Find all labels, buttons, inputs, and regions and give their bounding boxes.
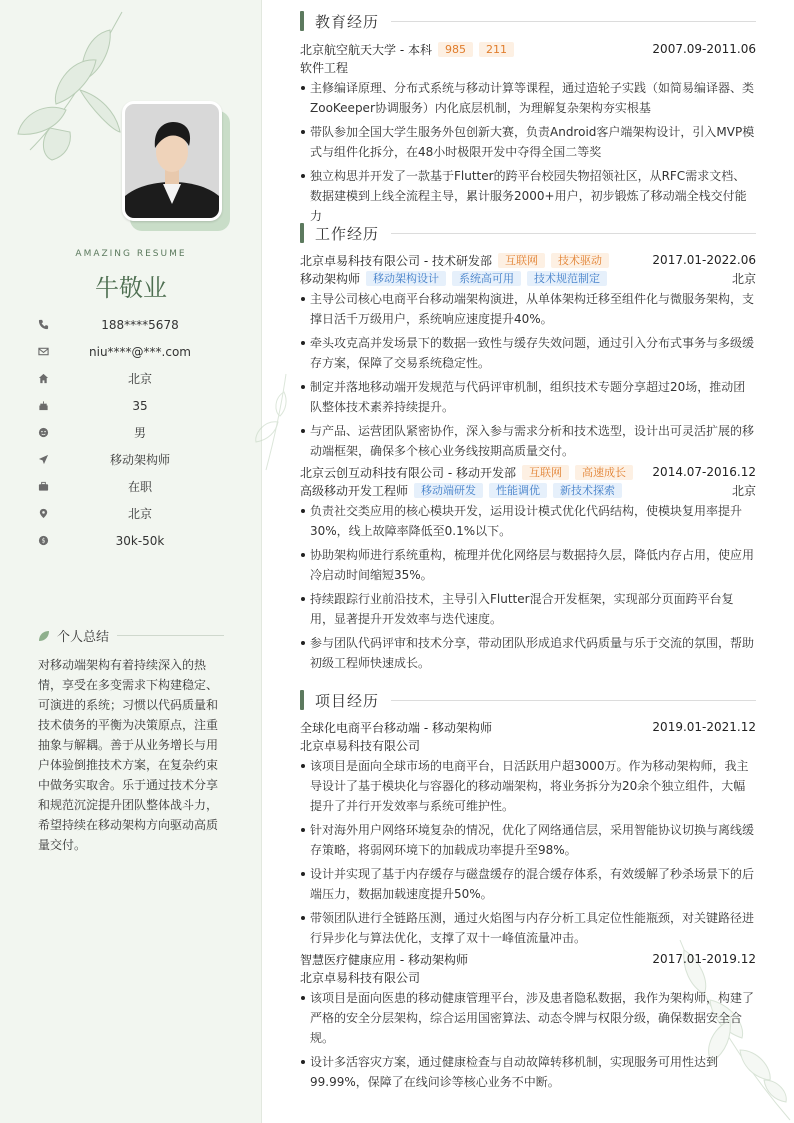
list-item: 该项目是面向全球市场的电商平台，日活跃用户超3000万。作为移动架构师，我主导设计了基于模块化与容器化的移动端架构，将业务拆分为20余个独立组件，大幅提升了并行开发效率与系统可维护性。 <box>300 756 756 816</box>
date-range: 2017.01-2019.12 <box>652 952 756 966</box>
tag: 移动端研发 <box>414 483 483 498</box>
info-row-gender <box>30 419 240 446</box>
summary-header <box>38 626 224 645</box>
briefcase-icon <box>30 481 58 492</box>
section-title: 工作经历 <box>315 224 380 243</box>
section-header-work <box>300 222 756 244</box>
tag: 移动架构设计 <box>366 271 446 286</box>
info-row-position <box>30 446 240 473</box>
list-item: 针对海外用户网络环境复杂的情况，优化了网络通信层，采用智能协议切换与离线缓存策略，将弱网环境下的加载成功率提升至98%。 <box>300 820 756 860</box>
bullet-list <box>300 988 756 1092</box>
location-icon <box>30 508 58 519</box>
bullet-list <box>300 289 756 461</box>
info-value: 在职 <box>127 480 152 494</box>
job-role: 高级移动开发工程师 <box>300 483 409 498</box>
sidebar <box>0 0 262 1123</box>
list-item: 协助架构师进行系统重构，梳理并优化网络层与数据持久层，降低内存占用，使应用冷启动时间缩短35%。 <box>300 545 756 585</box>
info-value: 移动架构师 <box>109 453 170 467</box>
tag: 985 <box>438 42 473 57</box>
job-block <box>300 251 756 465</box>
list-item: 主导公司核心电商平台移动端架构演进，从单体架构迁移至组件化与微服务架构，支撑日活千万级用户，系统响应速度提升40%。 <box>300 289 756 329</box>
list-item: 牵头攻克高并发场景下的数据一致性与缓存失效问题，通过引入分布式事务与多级缓存方案，保障了交易系统稳定性。 <box>300 333 756 373</box>
job-block <box>300 463 756 677</box>
list-item: 主修编译原理、分布式系统与移动计算等课程，通过造轮子实践（如简易编译器、类ZooKeeper协调服务）内化底层机制，为理解复杂架构夯实根基 <box>300 78 756 118</box>
list-item: 独立构思并开发了一款基于Flutter的跨平台校园失物招领社区，从RFC需求文档、数据建模到上线全流程主导，累计服务2000+用户，初步锻炼了移动端全栈交付能力 <box>300 166 756 226</box>
svg-text:$: $ <box>41 536 46 545</box>
tag: 技术驱动 <box>551 253 609 268</box>
summary-title: 个人总结 <box>57 630 110 645</box>
job-city: 北京 <box>731 271 756 286</box>
info-value: 35 <box>132 398 148 413</box>
person-name: 牛敬业 <box>95 274 167 302</box>
info-row-location <box>30 500 240 527</box>
section-header-projects <box>300 689 756 711</box>
project-company: 北京卓易科技有限公司 <box>300 970 421 985</box>
date-range: 2019.01-2021.12 <box>652 720 756 734</box>
phone-icon <box>30 319 58 330</box>
tag: 新技术探索 <box>553 483 622 498</box>
company-name: 北京卓易科技有限公司 - 技术研发部 <box>300 253 492 268</box>
info-row-status <box>30 473 240 500</box>
section-header-education <box>300 10 756 32</box>
info-value: niu****@***.com <box>89 344 191 359</box>
bullet-list <box>300 756 756 948</box>
home-icon <box>30 373 58 384</box>
date-range: 2007.09-2011.06 <box>652 42 756 56</box>
project-company: 北京卓易科技有限公司 <box>300 738 421 753</box>
mail-icon <box>30 346 58 357</box>
bullet-list <box>300 501 756 673</box>
project-name: 全球化电商平台移动端 - 移动架构师 <box>300 720 492 735</box>
tag: 系统高可用 <box>452 271 521 286</box>
info-value: 男 <box>133 426 146 440</box>
cake-icon <box>30 400 58 411</box>
tag: 211 <box>479 42 514 57</box>
info-value: 188****5678 <box>101 317 179 332</box>
list-item: 设计并实现了基于内存缓存与磁盘缓存的混合缓存体系，有效缓解了秒杀场景下的后端压力，数据加载速度提升50%。 <box>300 864 756 904</box>
list-item: 设计多活容灾方案，通过健康检查与自动故障转移机制，实现服务可用性达到99.99%，保障了在线问诊等核心业务不中断。 <box>300 1052 756 1092</box>
tag: 性能调优 <box>489 483 547 498</box>
leaf-icon <box>38 630 50 642</box>
date-range: 2017.01-2022.06 <box>652 253 756 267</box>
resume-tagline: AMAZING RESUME <box>75 249 187 259</box>
gender-icon <box>30 427 58 438</box>
tag: 互联网 <box>522 465 569 480</box>
list-item: 负责社交类应用的核心模块开发，运用设计模式优化代码结构，使模块复用率提升30%，线上故障率降低至0.1%以下。 <box>300 501 756 541</box>
date-range: 2014.07-2016.12 <box>652 465 756 479</box>
list-item: 该项目是面向医患的移动健康管理平台，涉及患者隐私数据，我作为架构师，构建了严格的安全分层架构，综合运用国密算法、动态令牌与权限分级，确保数据安全合规。 <box>300 988 756 1048</box>
job-city: 北京 <box>731 483 756 498</box>
project-block <box>300 718 756 952</box>
salary-icon <box>30 535 58 546</box>
list-item: 持续跟踪行业前沿技术，主导引入Flutter混合开发框架，实现部分页面跨平台复用，显著提升开发效率与迭代速度。 <box>300 589 756 629</box>
info-row-home <box>30 365 240 392</box>
portrait-image <box>125 104 219 218</box>
info-row-salary <box>30 527 240 554</box>
bullet-list <box>300 78 756 226</box>
list-item: 带队参加全国大学生服务外包创新大赛，负责Android客户端架构设计，引入MVP模式与组件化拆分，在48小时极限开发中夺得全国二等奖 <box>300 122 756 162</box>
school-name: 北京航空航天大学 - 本科 <box>300 42 432 57</box>
list-item: 带领团队进行全链路压测，通过火焰图与内存分析工具定位性能瓶颈，对关键路径进行异步化与算法优化，支撑了双十一峰值流量冲击。 <box>300 908 756 948</box>
education-block <box>300 40 756 230</box>
tag: 技术规范制定 <box>527 271 607 286</box>
info-row-age <box>30 392 240 419</box>
info-row-phone <box>30 311 240 338</box>
list-item: 制定并落地移动端开发规范与代码评审机制，组织技术专题分享超过20场，推动团队整体技术素养持续提升。 <box>300 377 756 417</box>
project-block <box>300 950 756 1096</box>
list-item: 参与团队代码评审和技术分享，带动团队形成追求代码质量与乐于交流的氛围，帮助初级工程师快速成长。 <box>300 633 756 673</box>
project-name: 智慧医疗健康应用 - 移动架构师 <box>300 952 468 967</box>
company-name: 北京云创互动科技有限公司 - 移动开发部 <box>300 465 516 480</box>
tag: 互联网 <box>498 253 545 268</box>
contact-info-list <box>30 311 240 554</box>
summary-text: 对移动端架构有着持续深入的热情，享受在多变需求下构建稳定、可演进的系统；习惯以代码质量和技术债务的平衡为决策原点，注重抽象与解耦。善于从业务增长与用户体验倒推技术方案，在复杂约束中做务实取舍。乐于通过技术分享和规范沉淀提升团队整体战斗力，希望持续在移动架构方向驱动高质量交付。 <box>38 658 219 852</box>
info-row-email <box>30 338 240 365</box>
tag: 高速成长 <box>575 465 633 480</box>
section-title: 教育经历 <box>315 12 380 31</box>
job-role: 移动架构师 <box>300 271 361 286</box>
avatar <box>122 101 222 221</box>
info-value: 北京 <box>127 507 152 521</box>
major: 软件工程 <box>300 60 349 75</box>
section-title: 项目经历 <box>315 691 380 710</box>
list-item: 与产品、运营团队紧密协作，深入参与需求分析和技术选型，设计出可灵活扩展的移动端框架，确保多个核心业务线按期高质量交付。 <box>300 421 756 461</box>
info-value: 北京 <box>127 372 152 386</box>
info-value: 30k-50k <box>115 533 165 548</box>
send-icon <box>30 454 58 465</box>
